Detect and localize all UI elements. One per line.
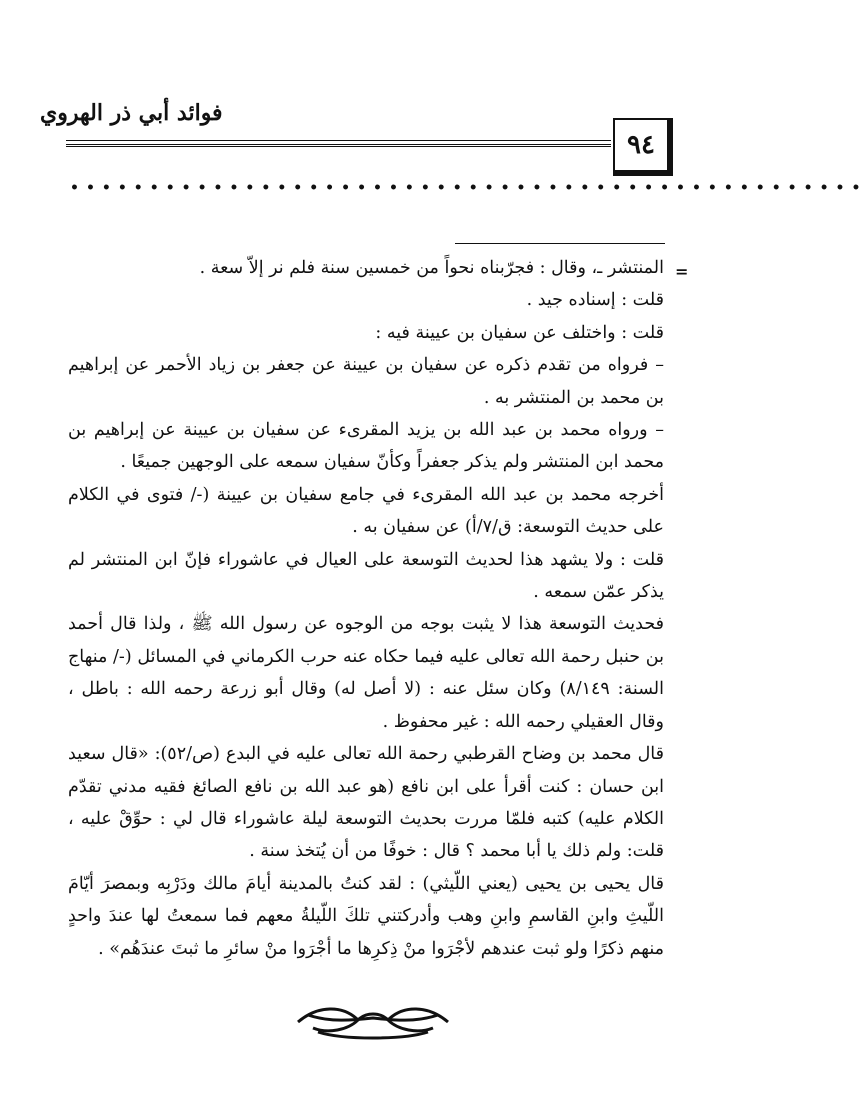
page-number-box <box>613 118 673 176</box>
footnote-body <box>68 252 664 965</box>
paragraph: المنتشر ـ، وقال : فجرّبناه نحواً من خمسين سنة فلم نر إلاّ سعة . <box>199 258 664 278</box>
paragraph: قلت : ولا يشهد هذا لحديث التوسعة على العيال في عاشوراء فإنّ ابن المنتشر لم يذكر عمّن سمعه . <box>68 549 664 603</box>
running-header-title: فوائد أبي ذر الهروي <box>40 100 223 126</box>
footnote-rule <box>455 243 665 244</box>
paragraph: – ورواه محمد بن عبد الله بن يزيد المقرىء عن سفيان بن عيينة عن إبراهيم بن محمد ابن المنتشر ولم يذكر جعفراً وكأنّ سفيان سمعه على الوجهين جميعًا . <box>68 420 664 473</box>
paragraph: قال يحيى بن يحيى (يعني اللّيثي) : لقد كنتُ بالمدينة أيامَ مالك ودَرْبِه وبمصرَ أيّامَ اللّيثِ وابنِ القاسمِ وابنِ وهب وأدركتني تلكَ اللّيلةُ معهم فما سمعتُ لها عندَ واحدٍ منهم ذكرًا ولو ثبت عندهم لأجْرَوا منْ ذِكرِها ما أجْرَوا منْ سائرِ ما ثبتَ عندَهُم» . <box>68 873 664 959</box>
paragraph: قال محمد بن وضاح القرطبي رحمة الله تعالى عليه في البدع (ص/٥٢): «قال سعيد ابن حسان : كنت أقرأ على ابن نافع (هو عبد الله بن نافع الصائغ فقيه مدني تقدّم الكلام عليه) كتبه فلمّا مررت بحديث التوسعة ليلة عاشوراء قال لي : حوِّقْ عليه ، قلت: ولم ذلك يا أبا محمد ؟ قال : خوفًا من أن يُتخذ سنة . <box>68 744 664 862</box>
header-rule <box>66 140 611 147</box>
continuation-mark: = <box>675 262 689 281</box>
page-number: ٩٤ <box>627 130 655 160</box>
paragraph: قلت : إسناده جيد . <box>526 290 664 311</box>
paragraph: فحديث التوسعة هذا لا يثبت بوجه من الوجوه عن رسول الله ﷺ ، ولذا قال أحمد بن حنبل رحمة الله تعالى عليه فيما حكاه عنه حرب الكرماني في المسائل (-/ منهاج السنة: ٨/١٤٩) وكان سئل عنه : (لا أصل له) وقال أبو زرعة رحمه الله : باطل ، وقال العقيلي رحمه الله : غير محفوظ . <box>68 614 664 732</box>
dotted-separator: •••••••••••••••••••••••••••••••••••••••••••••••••• <box>70 180 867 196</box>
paragraph: أخرجه محمد بن عبد الله المقرىء في جامع سفيان بن عيينة (-/ فتوى في الكلام على حديث التوسعة: ق/٧/أ) عن سفيان به . <box>68 484 664 538</box>
paragraph: – فرواه من تقدم ذكره عن سفيان بن عيينة عن جعفر بن زياد الأحمر عن إبراهيم بن محمد بن المنتشر به . <box>68 355 664 408</box>
ornament-divider <box>288 1000 458 1044</box>
paragraph: قلت : واختلف عن سفيان بن عيينة فيه : <box>375 322 664 343</box>
